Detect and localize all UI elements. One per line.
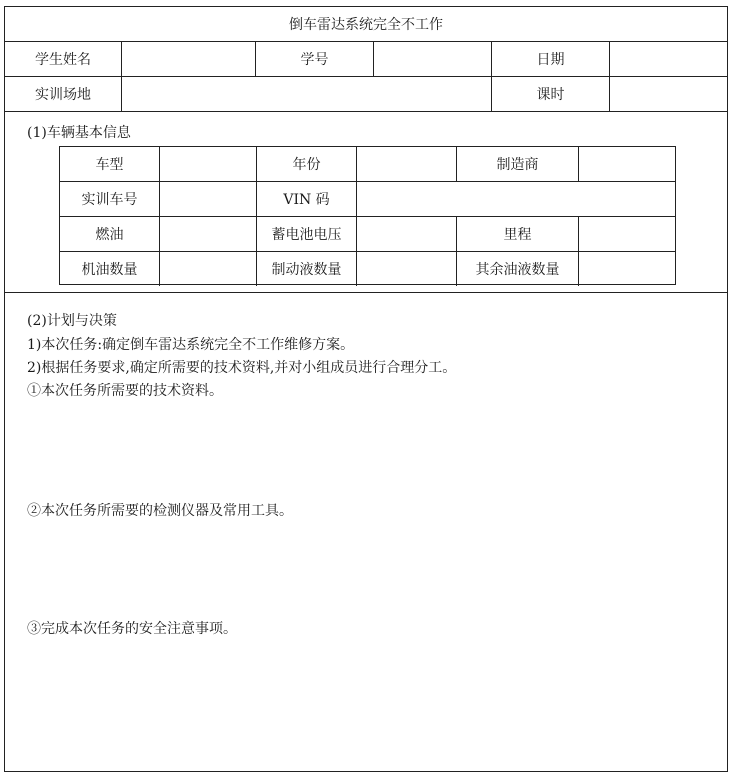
fuel-label: 燃油 [60,217,160,251]
vehicle-model-field[interactable] [160,147,257,181]
other-fluids-field[interactable] [579,252,675,286]
site-label: 实训场地 [5,77,122,111]
year-field[interactable] [357,147,457,181]
year-label: 年份 [257,147,357,181]
item-tech-docs: ①本次任务所需要的技术资料。 [27,383,223,399]
vin-label: VIN 码 [257,182,357,216]
training-car-no-field[interactable] [160,182,257,216]
hours-field[interactable] [610,77,727,111]
table-row [60,252,675,286]
site-row [5,77,727,112]
table-row [60,147,675,182]
student-name-label: 学生姓名 [5,42,122,76]
battery-voltage-label: 蓄电池电压 [257,217,357,251]
manufacturer-label: 制造商 [457,147,579,181]
table-row [60,217,675,252]
item-safety: ③完成本次任务的安全注意事项。 [27,621,237,637]
site-field[interactable] [122,77,492,111]
engine-oil-label: 机油数量 [60,252,160,286]
form-title: 倒车雷达系统完全不工作 [289,17,443,33]
training-car-no-label: 实训车号 [60,182,160,216]
vehicle-info-table [59,146,676,285]
table-row [60,182,675,217]
section1-heading: (1)车辆基本信息 [27,125,131,141]
item-tools: ②本次任务所需要的检测仪器及常用工具。 [27,503,293,519]
title-row [5,7,727,42]
task-line-2: 2)根据任务要求,确定所需要的技术资料,并对小组成员进行合理分工。 [27,360,457,376]
student-info-row [5,42,727,77]
section-plan-decision [5,293,727,771]
other-fluids-label: 其余油液数量 [457,252,579,286]
mileage-label: 里程 [457,217,579,251]
hours-label: 课时 [492,77,610,111]
task-line-1: 1)本次任务:确定倒车雷达系统完全不工作维修方案。 [27,337,355,353]
student-id-field[interactable] [374,42,492,76]
engine-oil-field[interactable] [160,252,257,286]
battery-voltage-field[interactable] [357,217,457,251]
brake-fluid-field[interactable] [357,252,457,286]
date-field[interactable] [610,42,727,76]
student-id-label: 学号 [256,42,374,76]
date-label: 日期 [492,42,610,76]
mileage-field[interactable] [579,217,675,251]
manufacturer-field[interactable] [579,147,675,181]
section2-heading: (2)计划与决策 [27,313,117,329]
student-name-field[interactable] [122,42,256,76]
vehicle-model-label: 车型 [60,147,160,181]
form-frame [4,6,728,772]
vin-field[interactable] [357,182,675,216]
fuel-field[interactable] [160,217,257,251]
brake-fluid-label: 制动液数量 [257,252,357,286]
